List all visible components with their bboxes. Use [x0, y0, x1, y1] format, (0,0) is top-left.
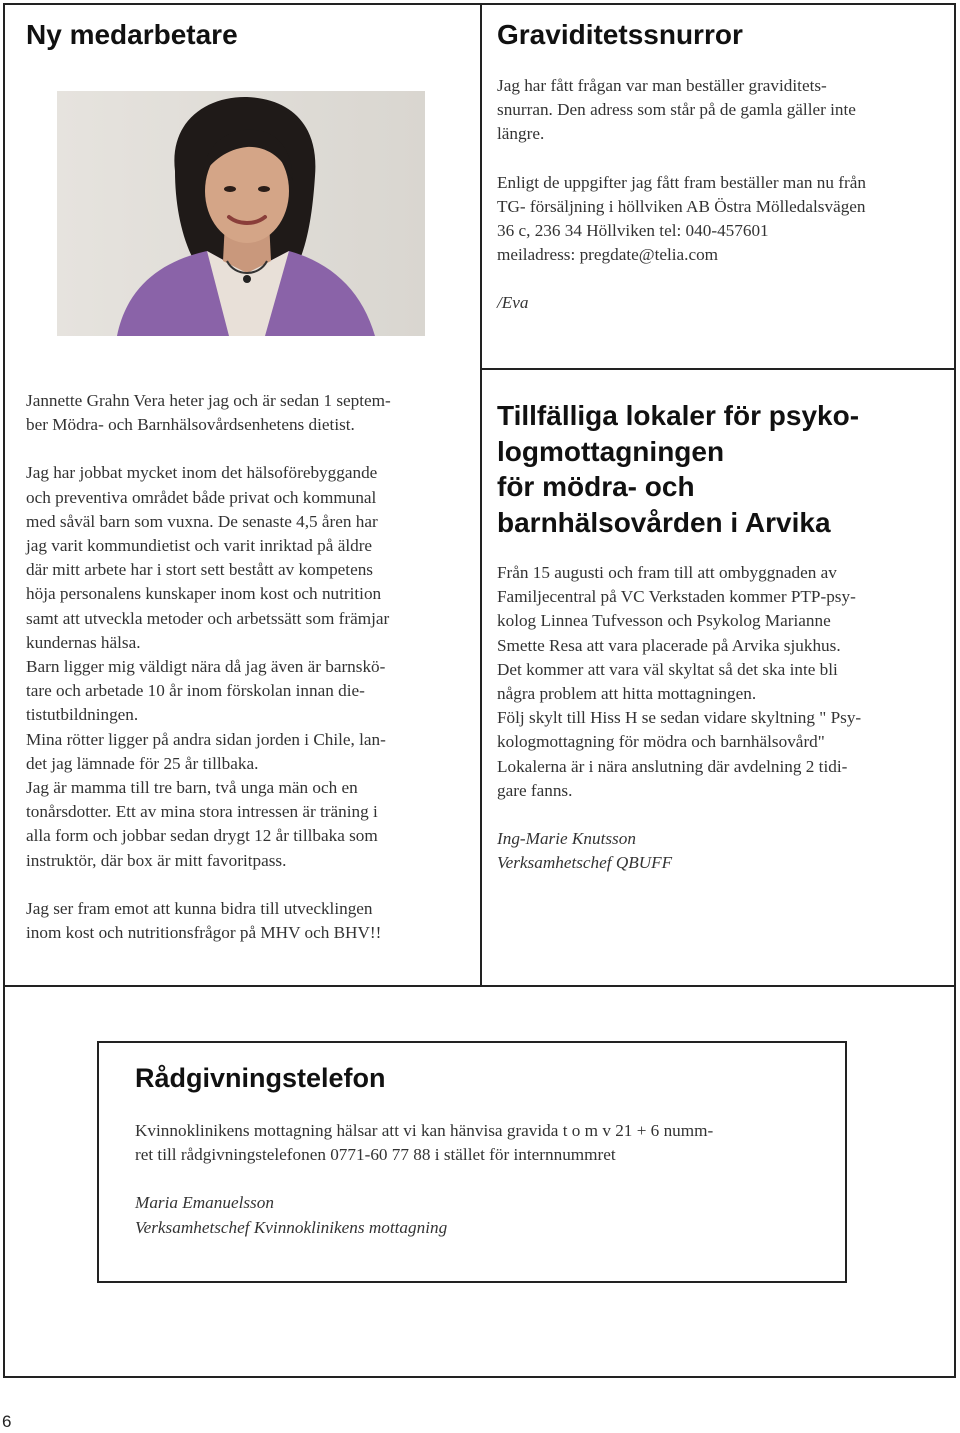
pregnancy-wheel-heading: Graviditetssnurror — [497, 19, 743, 50]
text-line: gare fanns. — [497, 780, 573, 800]
heading-line: för mödra- och — [497, 471, 695, 502]
text-line: Lokalerna är i nära anslutning där avdelning 2 tidi- — [497, 756, 848, 776]
page-number: 6 — [2, 1412, 12, 1431]
text-line: Familjecentral på VC Verkstaden kommer PTP-psy- — [497, 587, 856, 607]
advice-phone-text — [135, 1119, 825, 1240]
text-line: Kvinnoklinikens mottagning hälsar att vi kan hänvisa gravida t o m v 21 + 6 numm- — [135, 1121, 714, 1140]
text-line: längre. — [497, 124, 545, 144]
text-line: med såväl barn som vuxna. De senaste 4,5 åren har — [26, 511, 378, 531]
pregnancy-wheel-text — [497, 74, 942, 316]
text-line: Jag ser fram emot att kunna bidra till utvecklingen — [26, 898, 373, 918]
text-line: 36 c, 236 34 Höllviken tel: 040-457601 — [497, 221, 769, 241]
text-line: inom kost och nutritionsfrågor på MHV och BHV!! — [26, 923, 382, 943]
advice-phone-heading: Rådgivningstelefon — [135, 1063, 386, 1093]
new-employee-text — [26, 389, 466, 945]
right-column-divider — [480, 368, 956, 370]
text-line: Jannette Grahn Vera heter jag och är sedan 1 septem- — [26, 391, 391, 410]
text-line: Smette Resa att vara placerade på Arvika sjukhus. — [497, 635, 841, 655]
text-line: jag varit kommundietist och varit inriktad på äldre — [26, 536, 373, 556]
text-line: samt att utveckla metoder och arbetssätt som främjar — [26, 608, 390, 628]
text-line: kologmottagning för mödra och barnhälsovård" — [497, 732, 825, 752]
text-line: Från 15 augusti och fram till att ombyggnaden av — [497, 563, 837, 582]
email-line: meiladress: pregdate@telia.com — [497, 245, 719, 265]
text-line: ret till rådgivningstelefonen 0771-60 77 88 i stället för internnummret — [135, 1145, 616, 1165]
signature-name: Ing-Marie Knutsson — [497, 829, 636, 849]
text-line: några problem att hitta mottagningen. — [497, 684, 757, 704]
text-line: Barn ligger mig väldigt nära då jag även är barnskö- — [26, 657, 386, 677]
text-line: kundernas hälsa. — [26, 632, 141, 652]
text-line: snurran. Den adress som står på de gamla gäller inte — [497, 100, 856, 120]
signature: /Eva — [497, 293, 529, 313]
employee-photo — [57, 91, 425, 336]
text-line: TG- försäljning i höllviken AB Östra Mölledalsvägen — [497, 196, 866, 216]
text-line: alla form och jobbar sedan drygt 12 år tillbaka som — [26, 826, 378, 846]
text-line: Enligt de uppgifter jag fått fram beställer man nu från — [497, 172, 866, 192]
text-line: Det kommer att vara väl skyltat så det ska inte bli — [497, 659, 838, 679]
text-line: instruktör, där box är mitt favoritpass. — [26, 850, 287, 870]
text-line: kolog Linnea Tufvesson och Psykolog Marianne — [497, 611, 831, 631]
temporary-premises-text — [497, 561, 937, 875]
text-line: där mitt arbete har i stort sett bestått av kompetens — [26, 560, 373, 580]
text-line: ber Mödra- och Barnhälsovårdsenhetens dietist. — [26, 415, 355, 435]
text-line: tare och arbetade 10 år inom förskolan innan die- — [26, 681, 365, 701]
text-line: Följ skylt till Hiss H se sedan vidare skyltning " Psy- — [497, 708, 862, 728]
signature-title: Verksamhetschef Kvinnoklinikens mottagning — [135, 1217, 448, 1237]
text-line: det jag lämnade för 25 år tillbaka. — [26, 753, 259, 773]
text-line: Jag har fått frågan var man beställer graviditets- — [497, 76, 827, 95]
text-line: Jag har jobbat mycket inom det hälsoförebyggande — [26, 463, 378, 483]
text-line: höja personalens kunskaper inom kost och nutrition — [26, 584, 382, 604]
text-line: tistutbildningen. — [26, 705, 139, 725]
signature-name: Maria Emanuelsson — [135, 1193, 274, 1213]
text-line: Mina rötter ligger på andra sidan jorden i Chile, lan- — [26, 729, 386, 749]
text-line: Jag är mamma till tre barn, två unga män och en — [26, 778, 358, 798]
heading-line: Tillfälliga lokaler för psyko- — [497, 400, 860, 431]
temporary-premises-heading — [497, 398, 937, 540]
signature-title: Verksamhetschef QBUFF — [497, 853, 673, 873]
text-line: tonårsdotter. Ett av mina stora intressen är träning i — [26, 802, 378, 822]
text-line: och preventiva området både privat och kommunal — [26, 487, 377, 507]
heading-line: logmottagningen — [497, 435, 725, 467]
new-employee-heading: Ny medarbetare — [26, 19, 238, 50]
heading-line: barnhälsovården i Arvika — [497, 506, 831, 538]
